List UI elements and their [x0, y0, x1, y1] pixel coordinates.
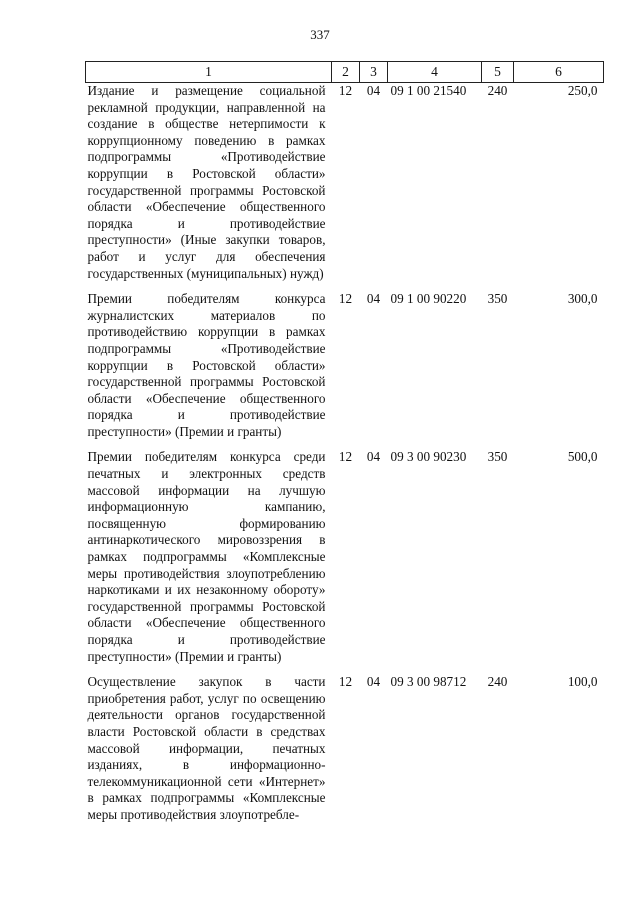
- page-number: 337: [310, 27, 330, 42]
- table-row: [86, 83, 604, 292]
- column-header-5: 5: [482, 62, 514, 83]
- column-header-2: 2: [332, 62, 360, 83]
- row-expense-type: 240: [487, 83, 508, 98]
- row-amount: 100,0: [567, 674, 598, 690]
- row-amount: 300,0: [567, 291, 598, 307]
- row-section: 12: [338, 83, 353, 98]
- row-section: 12: [338, 674, 353, 690]
- row-subsection: 04: [366, 449, 381, 465]
- column-header-6: 6: [514, 62, 604, 83]
- row-amount: 500,0: [567, 449, 598, 465]
- row-description: Премии победителям конкурса журналистских материалов по противодействию коррупции в рамках подпрограммы «Противодействие коррупции в Ростовской области» государственной программы Ростовской области «Обеспечение общественного порядка и противодействие преступности» (Премии и гранты): [87, 291, 326, 439]
- column-header-3: 3: [360, 62, 388, 83]
- budget-table: [85, 61, 604, 833]
- row-expense-type: 350: [487, 291, 508, 307]
- row-target-code: 09 1 00 90220: [390, 291, 467, 307]
- row-description: Осуществление закупок в части приобретения работ, услуг по освещению деятельности органов государственной власти Ростовской области в средствах массовой информации, печатных изданиях, в информационно-телекоммуникационной сети «Интернет» в рамках подпрограммы «Комплексные меры противодействия злоупотребле-: [87, 674, 326, 822]
- table-row: [86, 449, 604, 674]
- row-description: Премии победителям конкурса среди печатных и электронных средств массовой информации на лучшую информационную кампанию, посвященную формированию антинаркотического мировоззрения в рамках подпрограммы «Комплексные меры противодействия злоупотреблению наркотиками и их незаконному обороту» государственной программы Ростовской области «Обеспечение общественного порядка и противодействие преступности» (Премии и гранты): [87, 449, 326, 664]
- row-target-code: 09 1 00 21540: [390, 83, 467, 98]
- table-row: [86, 674, 604, 832]
- table-row: [86, 291, 604, 449]
- row-expense-type: 240: [487, 674, 508, 690]
- row-subsection: 04: [366, 291, 381, 307]
- row-subsection: 04: [366, 674, 381, 690]
- row-subsection: 04: [366, 83, 381, 98]
- row-section: 12: [338, 291, 353, 307]
- column-header-4: 4: [388, 62, 482, 83]
- column-header-1: 1: [86, 62, 332, 83]
- row-description: Издание и размещение социальной рекламной продукции, направленной на создание в обществе нетерпимости к коррупционному поведению в рамках подпрограммы «Противодействие коррупции в Ростовской области» государственной программы Ростовской области «Обеспечение общественного порядка и противодействие преступности» (Иные закупки товаров, работ и услуг для обеспечения государственных (муниципальных) нужд): [87, 83, 326, 281]
- row-target-code: 09 3 00 90230: [390, 449, 467, 465]
- row-target-code: 09 3 00 98712: [390, 674, 467, 690]
- row-expense-type: 350: [487, 449, 508, 465]
- row-amount: 250,0: [567, 83, 598, 98]
- row-section: 12: [338, 449, 353, 465]
- table-header-row: [86, 62, 604, 83]
